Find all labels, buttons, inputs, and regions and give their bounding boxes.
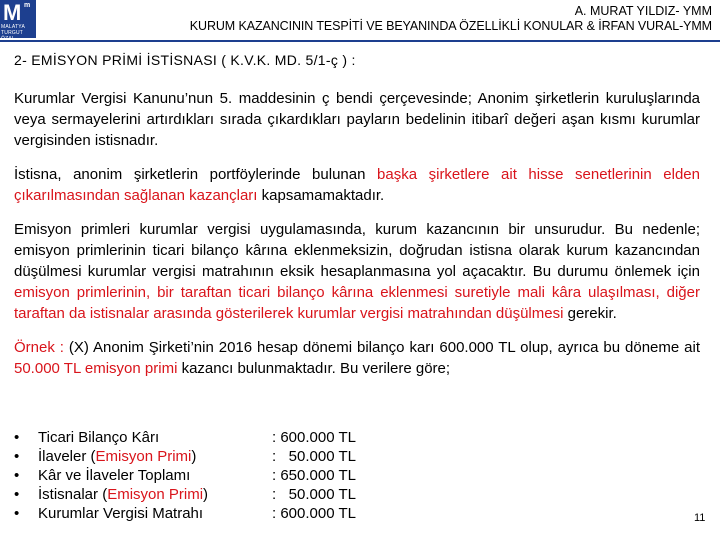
section-title: 2- EMİSYON PRİMİ İSTİSNASI ( K.V.K. MD. 5/1-ç ) : — [14, 52, 356, 68]
logo-sup: m — [24, 2, 31, 9]
example-paragraph — [14, 337, 700, 379]
paragraph-2-text-c: kapsamamaktadır. — [257, 187, 385, 204]
paragraph-2-highlight: başka şirketlere ait hisse senetlerinin elden çıkarılmasından sağlanan kazançları — [14, 166, 700, 204]
list-item — [14, 466, 356, 485]
paragraph-2-text-a: İstisna, anonim şirketlerin portföylerinde bulunan — [14, 166, 378, 183]
header — [190, 4, 712, 34]
logo-mark: M — [3, 0, 22, 25]
list-item-label: İstisnalar (Emisyon Primi) — [38, 486, 209, 503]
header-divider — [0, 40, 720, 42]
paragraph-3 — [14, 219, 700, 324]
example-highlight: 50.000 TL emisyon primi — [14, 360, 178, 377]
slide-body — [14, 50, 700, 392]
example-text-a: (X) Anonim Şirketi’nin 2016 hesap dönemi bilanço karı 600.000 TL olup, ayrıca bu döneme ait — [63, 339, 700, 356]
list-item-label: Kâr ve İlaveler Toplamı — [38, 467, 191, 484]
list-item-value: : 50.000 TL — [272, 486, 356, 503]
bullet: • — [14, 467, 20, 484]
bullet: • — [14, 486, 20, 503]
example-label: Örnek : — [14, 339, 64, 356]
list-item-label: İlaveler (Emisyon Primi) — [38, 448, 197, 465]
list-item — [14, 504, 356, 523]
page-number: 11 — [694, 512, 706, 524]
list-item — [14, 428, 356, 447]
list-item-value: : 50.000 TL — [272, 448, 356, 465]
list-item — [14, 447, 356, 466]
logo — [0, 0, 36, 42]
bullet: • — [14, 448, 20, 465]
list-item-label: Ticari Bilanço Kârı — [38, 429, 160, 446]
list-item-value: : 600.000 TL — [272, 429, 356, 446]
bullet: • — [14, 505, 20, 522]
paragraph-3-text-a: Emisyon primleri kurumlar vergisi uygulamasında, kurum kazancının bir unsurudur. Bu nedenle; emisyon primlerinin ticari bilanço kârına eklenmeksizin, doğrudan istisna olarak kurum kazancından düşülmesi kurumlar vergisi matrahının eksik hesaplanmasına yol açacaktır. Bu durumu önlemek için — [14, 221, 700, 280]
paragraph-3-highlight: emisyon primlerinin, bir taraftan ticari bilanço kârına eklenmesi suretiyle mali kâra ulaşılması, diğer taraftan da istisnalar arasında gösterilerek kurumlar vergisi matrahından düşülmesi — [14, 284, 700, 322]
paragraph-3-text-c: gerekir. — [563, 305, 617, 322]
bullet: • — [14, 429, 20, 446]
calculation-list — [14, 428, 356, 523]
paragraph-2 — [14, 164, 700, 206]
header-author: A. MURAT YILDIZ- YMM — [574, 4, 712, 18]
paragraph-1: Kurumlar Vergisi Kanunu’nun 5. maddesinin ç bendi çerçevesinde; Anonim şirketlerin kuruluşlarında veya sermayelerini artırdıkları sırada çıkardıkları payların bedelinin itibarî değeri aşan kısmı kurumlar vergisinden istisnadır. — [14, 90, 700, 149]
list-item-label: Kurumlar Vergisi Matrahı — [38, 505, 204, 522]
list-item-value: : 650.000 TL — [272, 467, 356, 484]
header-title: KURUM KAZANCININ TESPİTİ VE BEYANINDA ÖZELLİKLİ KONULAR & İRFAN VURAL-YMM — [189, 19, 712, 33]
list-item — [14, 485, 356, 504]
logo-subtext: MALATYA TURGUT ÖZAL — [1, 24, 25, 42]
list-item-value: : 600.000 TL — [272, 505, 356, 522]
example-text-c: kazancı bulunmaktadır. Bu verilere göre; — [177, 360, 451, 377]
